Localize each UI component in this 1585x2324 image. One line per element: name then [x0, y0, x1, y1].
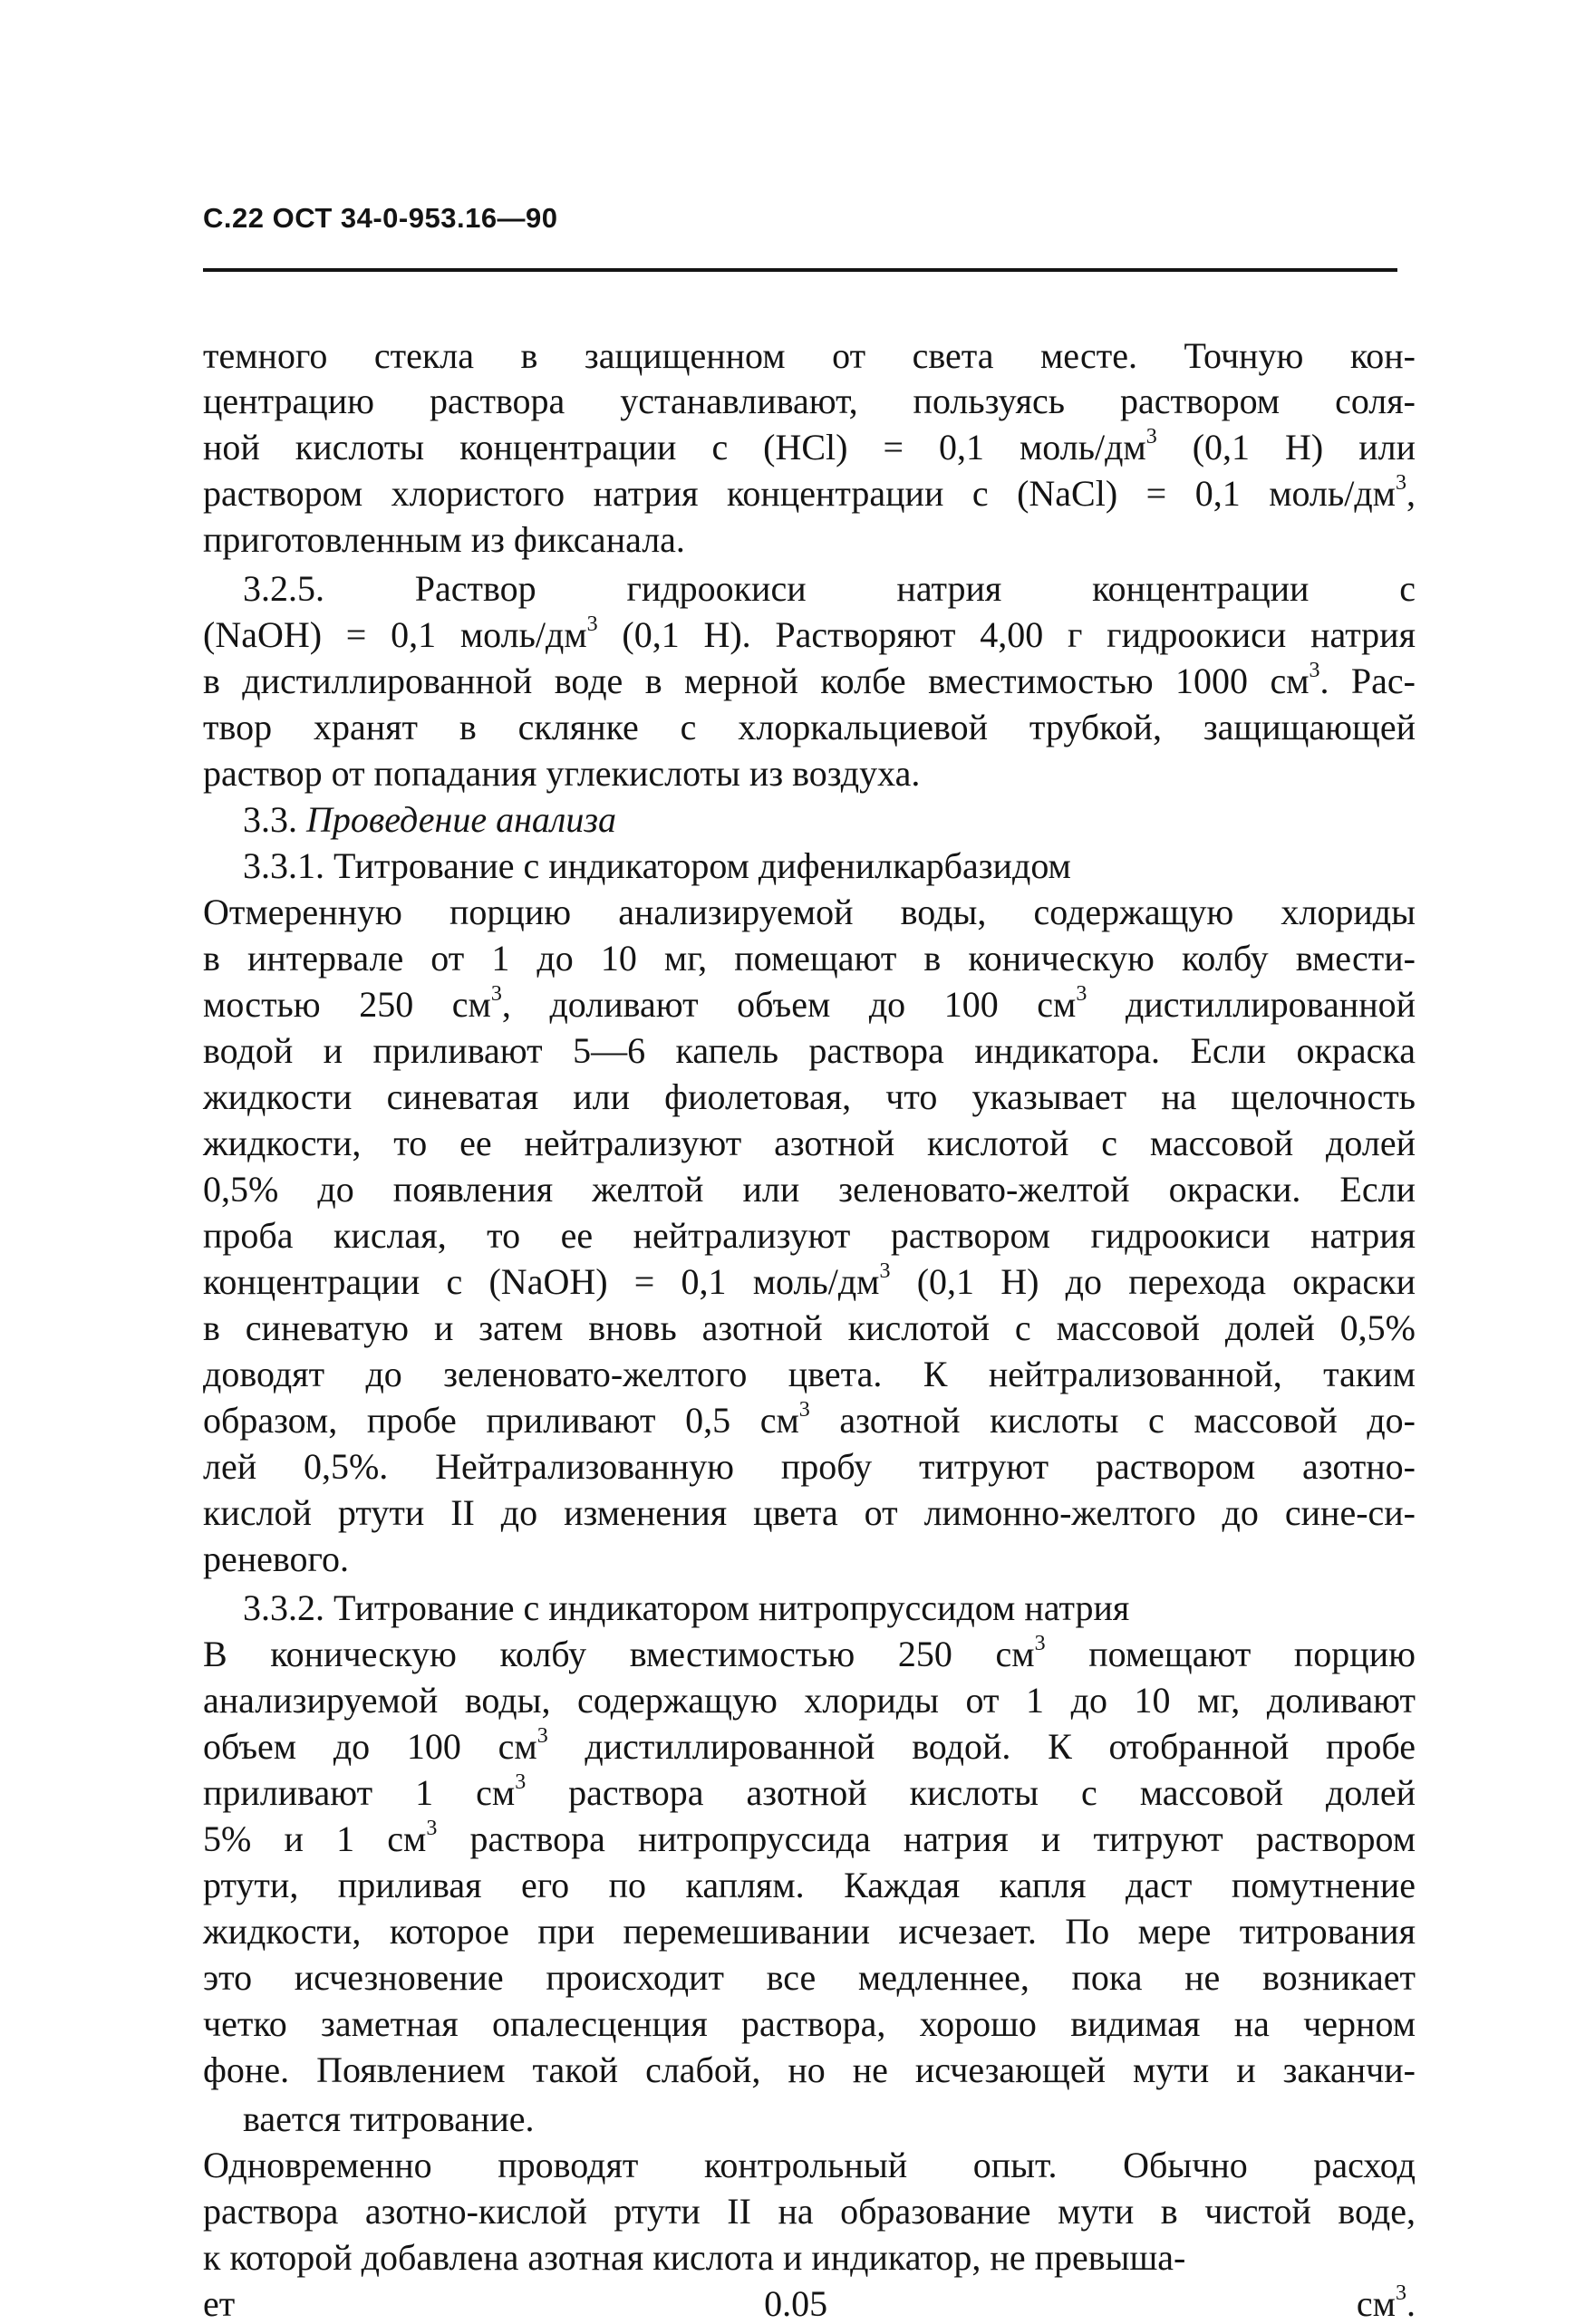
text-run: темного стекла в защищенном от света месте. Точную кон-	[203, 335, 1416, 376]
running-head: С.22 ОСТ 34-0-953.16—90	[203, 202, 558, 234]
text-run: раствора азотно-кислой ртути II на образование мути в чистой воде,	[203, 2191, 1416, 2232]
text-run: , доливают объем до 100 см	[501, 984, 1077, 1025]
text-run: 3.3.	[243, 799, 306, 840]
superscript: 3	[879, 1258, 891, 1283]
text-run: дистиллированной	[1087, 984, 1416, 1025]
text-line	[203, 2004, 1416, 2044]
text-run: это исчезновение происходит все медленнее, пока не возникает	[203, 1957, 1416, 1998]
text-line	[203, 1258, 1416, 1302]
text-run: (0,1 Н). Растворяют 4,00 г гидроокиси натрия	[597, 614, 1416, 655]
text-run: (NaOH) = 0,1 моль/дм	[203, 614, 587, 655]
text-run: 0,5% до появления желтой или зеленовато-желтой окраски. Если	[203, 1169, 1416, 1210]
text-line	[203, 1077, 1416, 1117]
text-run: приготовленным из фиксанала.	[203, 519, 685, 560]
superscript: 3	[1309, 658, 1320, 682]
text-line	[203, 754, 920, 794]
text-line	[243, 2099, 1416, 2139]
text-line	[203, 336, 1416, 376]
superscript: 3	[586, 612, 598, 636]
text-line	[203, 2146, 1416, 2185]
text-line	[203, 1681, 1416, 1721]
text-run: .	[1406, 2283, 1416, 2324]
text-run: (0,1 Н) или	[1156, 427, 1416, 468]
text-line	[243, 800, 1416, 840]
text-run: ной кислоты концентрации с (HCl) = 0,1 моль/дм	[203, 427, 1146, 468]
text-run: помещают порцию	[1045, 1634, 1416, 1674]
text-run: в синеватую и затем вновь азотной кислотой с массовой долей 0,5%	[203, 1307, 1416, 1348]
text-run: приливают 1 см	[203, 1772, 516, 1813]
text-run: кислой ртути II до изменения цвета от лимонно-желтого до сине-си-	[203, 1492, 1416, 1533]
superscript: 3	[1076, 981, 1087, 1006]
superscript: 3	[515, 1770, 527, 1794]
text-run: анализируемой воды, содержащую хлориды от 1 до 10 мг, доливают	[203, 1680, 1416, 1721]
text-line	[203, 658, 1416, 701]
text-line	[243, 1588, 1416, 1628]
text-run: реневого.	[203, 1538, 349, 1579]
text-run: четко заметная опалесценция раствора, хорошо видимая на черном	[203, 2003, 1416, 2044]
text-run: . Рас-	[1319, 661, 1416, 701]
text-line	[203, 520, 685, 560]
text-run: проба кислая, то ее нейтрализуют раствором гидроокиси натрия	[203, 1215, 1416, 1256]
header-rule	[203, 268, 1397, 272]
superscript: 3	[1145, 424, 1157, 448]
text-run: раствора азотной кислоты с массовой долей	[526, 1772, 1416, 1813]
text-line	[203, 892, 1416, 932]
text-line	[203, 1031, 1416, 1071]
text-run: Отмеренную порцию анализируемой воды, содержащую хлориды	[203, 892, 1416, 932]
text-run: ет 0.05 см	[203, 2283, 1396, 2324]
text-run: 3.2.5. Раствор гидроокиси натрия концентрации с	[243, 568, 1416, 609]
text-line	[203, 981, 1416, 1025]
text-line	[203, 1447, 1416, 1487]
superscript: 3	[536, 1723, 548, 1748]
text-line	[203, 1631, 1416, 1674]
text-run: ртути, приливая его по каплям. Каждая капля даст помутнение	[203, 1865, 1416, 1905]
text-run: раствором хлористого натрия концентрации с (NaCl) = 0,1 моль/дм	[203, 473, 1396, 514]
text-run: 3.3.1. Титрование с индикатором дифенилкарбазидом	[243, 845, 1071, 886]
text-run: твор хранят в склянке с хлоркальциевой трубкой, защищающей	[203, 707, 1416, 747]
text-run: объем до 100 см	[203, 1726, 537, 1767]
text-run: водой и приливают 5—6 капель раствора индикатора. Если окраска	[203, 1030, 1416, 1071]
text-line	[203, 1770, 1416, 1813]
superscript: 3	[798, 1397, 810, 1422]
text-run: мостью 250 см	[203, 984, 491, 1025]
text-line	[203, 2281, 1416, 2324]
text-run: к которой добавлена азотная кислота и индикатор, не превыша-	[203, 2237, 1186, 2278]
text-run: раствора нитропруссида натрия и титруют раствором	[437, 1818, 1416, 1859]
text-line	[203, 424, 1416, 468]
text-run: В коническую колбу вместимостью 250 см	[203, 1634, 1035, 1674]
text-line	[203, 1355, 1416, 1394]
text-run: азотной кислоты с массовой до-	[809, 1400, 1416, 1441]
superscript: 3	[426, 1816, 438, 1840]
text-line	[203, 939, 1416, 979]
text-line	[203, 1816, 1416, 1859]
text-run: в интервале от 1 до 10 мг, помещают в коническую колбу вмести-	[203, 938, 1416, 979]
superscript: 3	[490, 981, 502, 1006]
text-line	[203, 1123, 1416, 1163]
text-line	[203, 1170, 1416, 1210]
text-run: концентрации с (NaOH) = 0,1 моль/дм	[203, 1261, 880, 1302]
text-run: 5% и 1 см	[203, 1818, 427, 1859]
italic-heading: Проведение анализа	[306, 799, 616, 840]
text-line	[203, 1308, 1416, 1348]
superscript: 3	[1396, 2281, 1406, 2305]
text-run: в дистиллированной воде в мерной колбе вместимостью 1000 см	[203, 661, 1310, 701]
text-run: раствор от попадания углекислоты из воздуха.	[203, 753, 921, 794]
text-line	[203, 612, 1416, 655]
text-line	[203, 2192, 1416, 2232]
text-line	[243, 569, 1416, 609]
text-line	[203, 381, 1416, 421]
text-line	[203, 1216, 1416, 1256]
text-line	[203, 1397, 1416, 1441]
superscript: 3	[1034, 1631, 1046, 1655]
text-line	[203, 1493, 1416, 1533]
text-line	[203, 2238, 1185, 2278]
text-run: доводят до зеленовато-желтого цвета. К нейтрализованной, таким	[203, 1354, 1416, 1394]
text-run: жидкости, то ее нейтрализуют азотной кислотой с массовой долей	[203, 1123, 1416, 1163]
text-line	[203, 2050, 1416, 2090]
text-run: 3.3.2. Титрование с индикатором нитропруссидом натрия	[243, 1587, 1130, 1628]
text-line	[203, 1912, 1416, 1952]
text-run: вается титрование.	[243, 2098, 535, 2139]
superscript: 3	[1396, 470, 1406, 495]
text-run: лей 0,5%. Нейтрализованную пробу титруют раствором азотно-	[203, 1446, 1416, 1487]
text-line	[203, 708, 1416, 747]
text-run: образом, пробе приливают 0,5 см	[203, 1400, 799, 1441]
text-line	[203, 1539, 349, 1579]
text-run: Одновременно проводят контрольный опыт. Обычно расход	[203, 2145, 1416, 2185]
text-line	[203, 1958, 1416, 1998]
text-run: дистиллированной водой. К отобранной пробе	[547, 1726, 1416, 1767]
text-run: центрацию раствора устанавливают, пользуясь раствором соля-	[203, 381, 1416, 421]
text-line	[203, 1723, 1416, 1767]
text-run: ,	[1406, 473, 1416, 514]
text-run: (0,1 Н) до перехода окраски	[890, 1261, 1416, 1302]
text-line	[243, 846, 1416, 886]
text-run: фоне. Появлением такой слабой, но не исчезающей мути и заканчи-	[203, 2049, 1416, 2090]
text-run: жидкости, которое при перемешивании исчезает. По мере титрования	[203, 1911, 1416, 1952]
text-run: жидкости синеватая или фиолетовая, что указывает на щелочность	[203, 1076, 1416, 1117]
text-line	[203, 470, 1416, 514]
text-line	[203, 1866, 1416, 1905]
